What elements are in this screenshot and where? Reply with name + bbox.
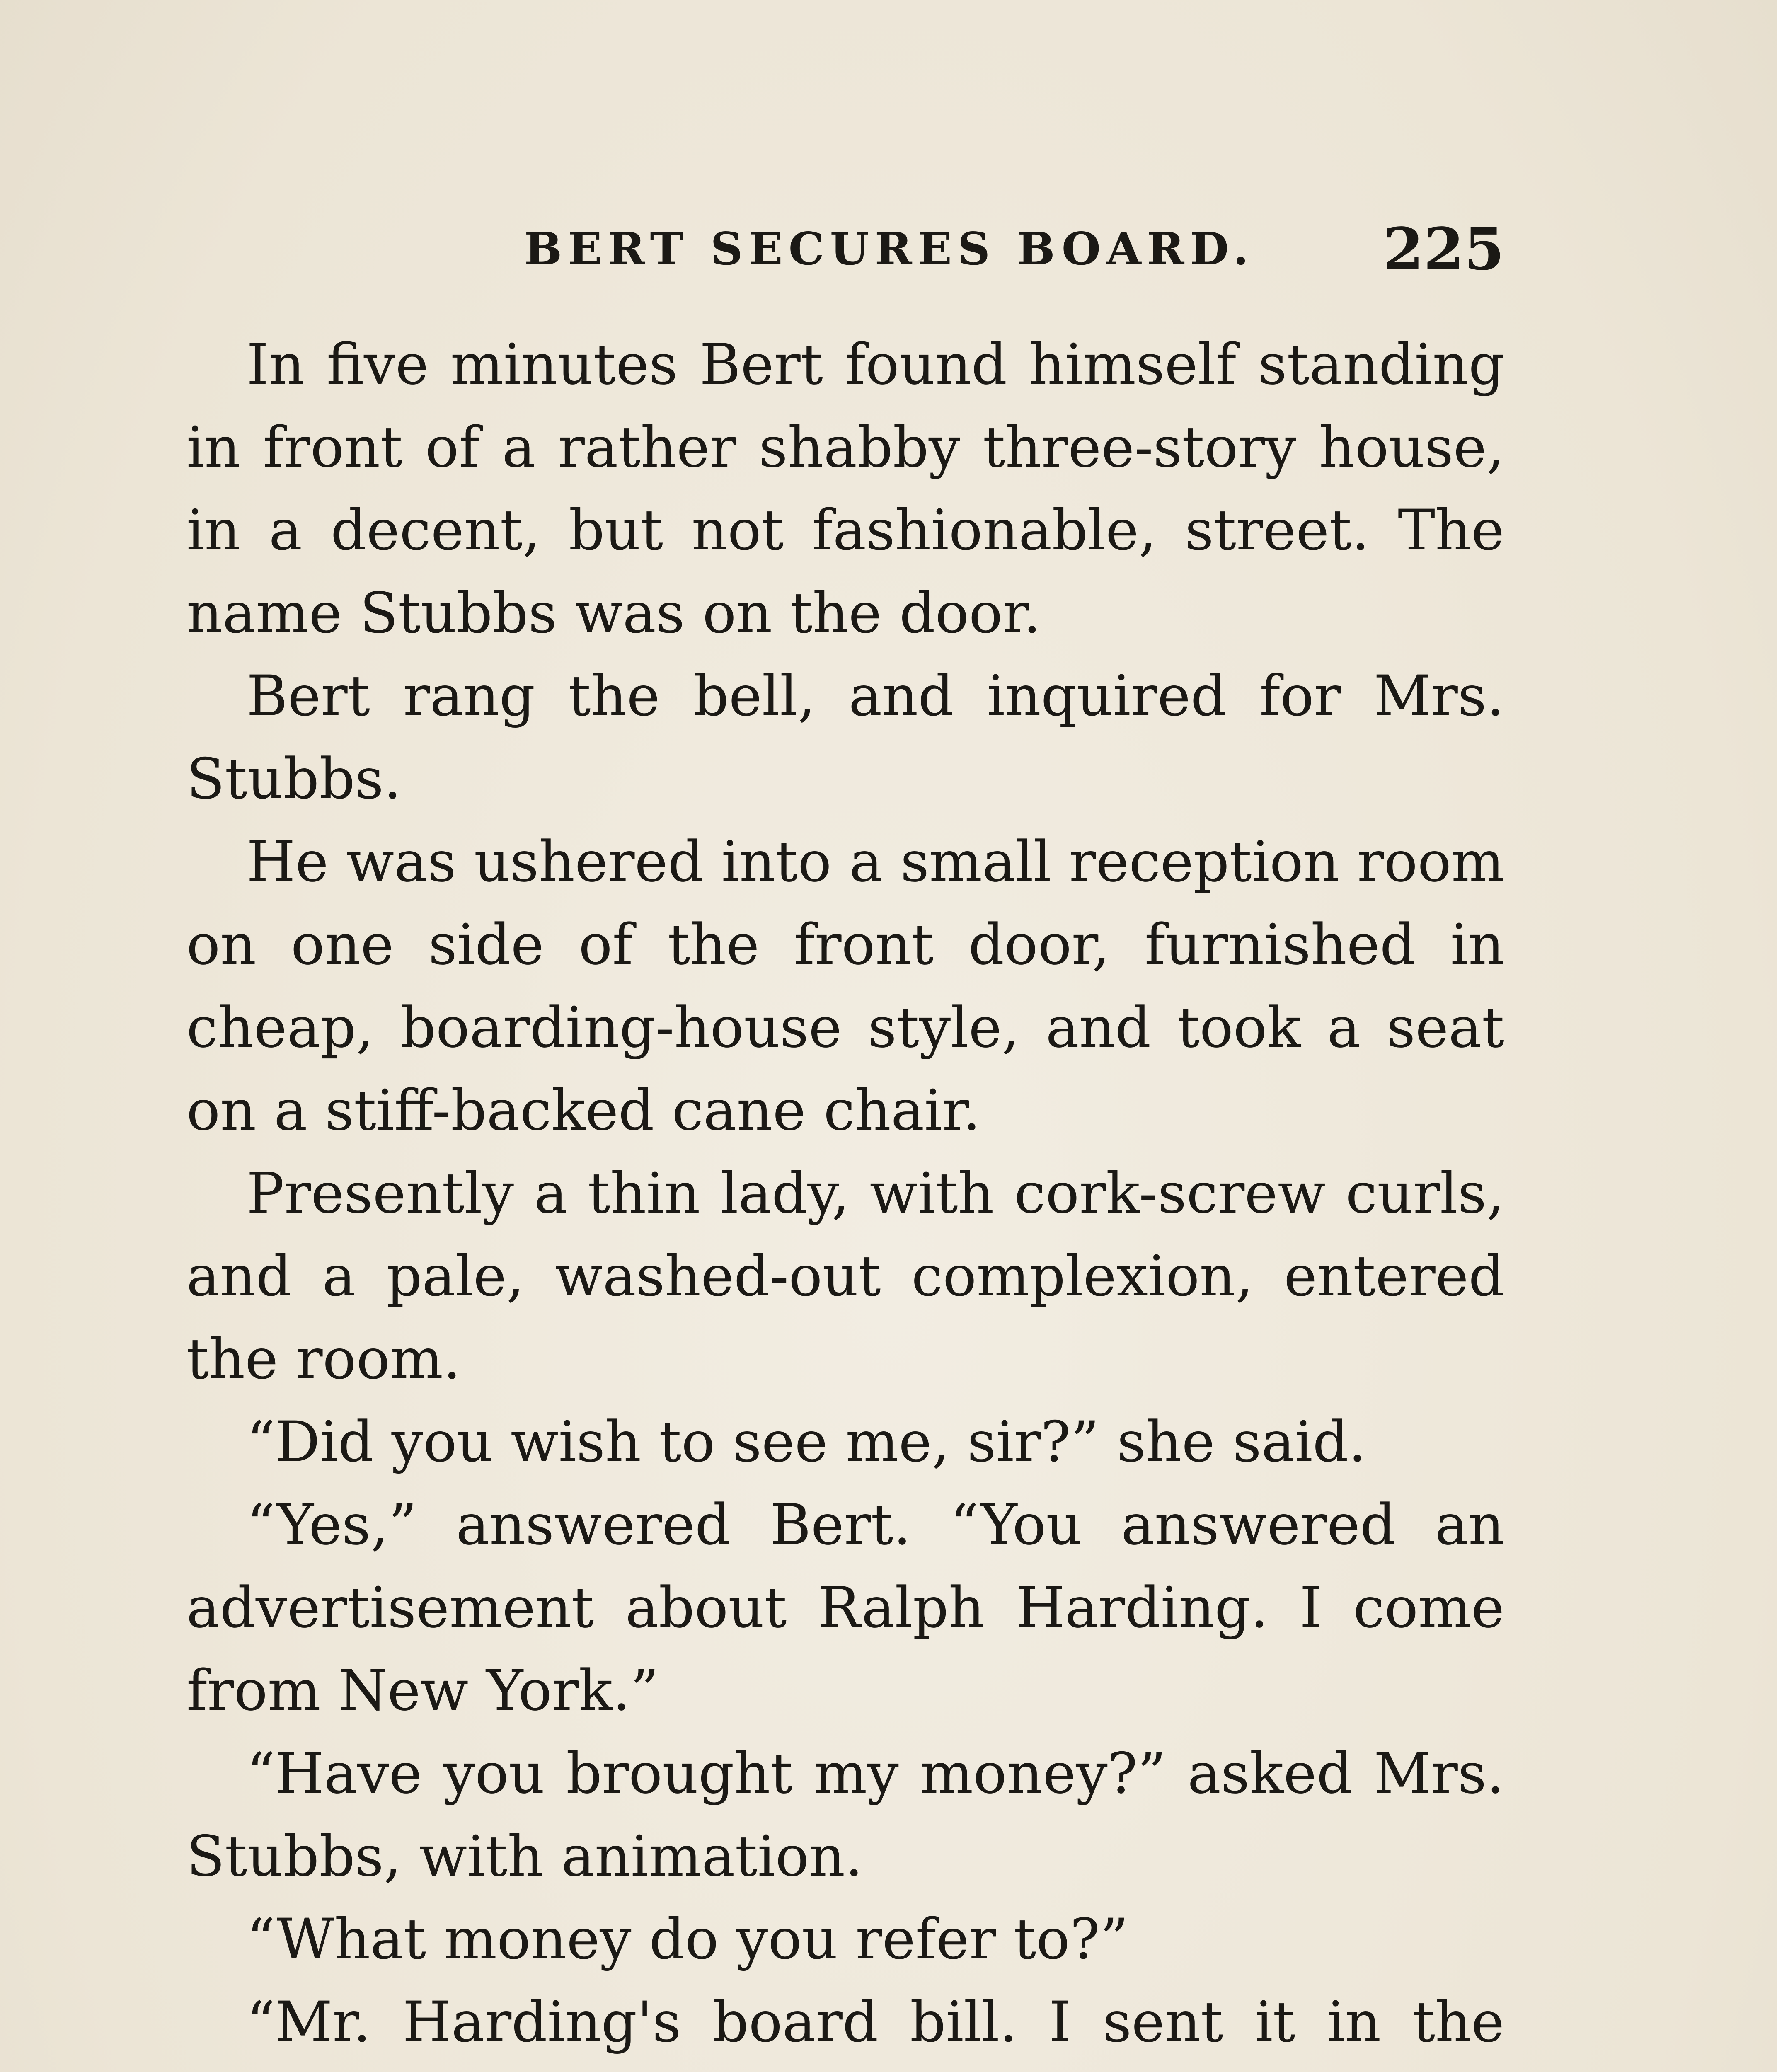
- body-text: [186, 323, 1504, 2072]
- paragraph: “Yes,” answered Bert. “You answered an advertisement about Ralph Harding. I come from New York.”: [186, 1492, 1504, 1723]
- paragraph: “What money do you refer to?”: [247, 1907, 1129, 1972]
- page-number: 225: [1383, 215, 1504, 283]
- paragraph: “Have you brought my money?” asked Mrs. Stubbs, with animation.: [186, 1741, 1504, 1889]
- paragraph: “Mr. Harding's board bill. I sent it in the: [247, 1990, 1504, 2055]
- running-head: BERT SECURES BOARD.: [524, 223, 1254, 275]
- paragraph: He was ushered into a small reception room on one side of the front door, furnished in cheap, boarding-house style, and took a seat on a stiff-backed cane chair.: [186, 829, 1504, 1143]
- paragraph: “Did you wish to see me, sir?” she said.: [247, 1409, 1366, 1474]
- paragraph: Presently a thin lady, with cork-screw curls, and a pale, washed-out complexion, entered the room.: [186, 1161, 1504, 1392]
- paragraph: Bert rang the bell, and inquired for Mrs. Stubbs.: [186, 663, 1504, 811]
- page-header: [186, 215, 1504, 282]
- paragraph: In five minutes Bert found himself standing in front of a rather shabby three-story house, in a decent, but not fashionable, street. The name Stubbs was on the door.: [186, 332, 1504, 646]
